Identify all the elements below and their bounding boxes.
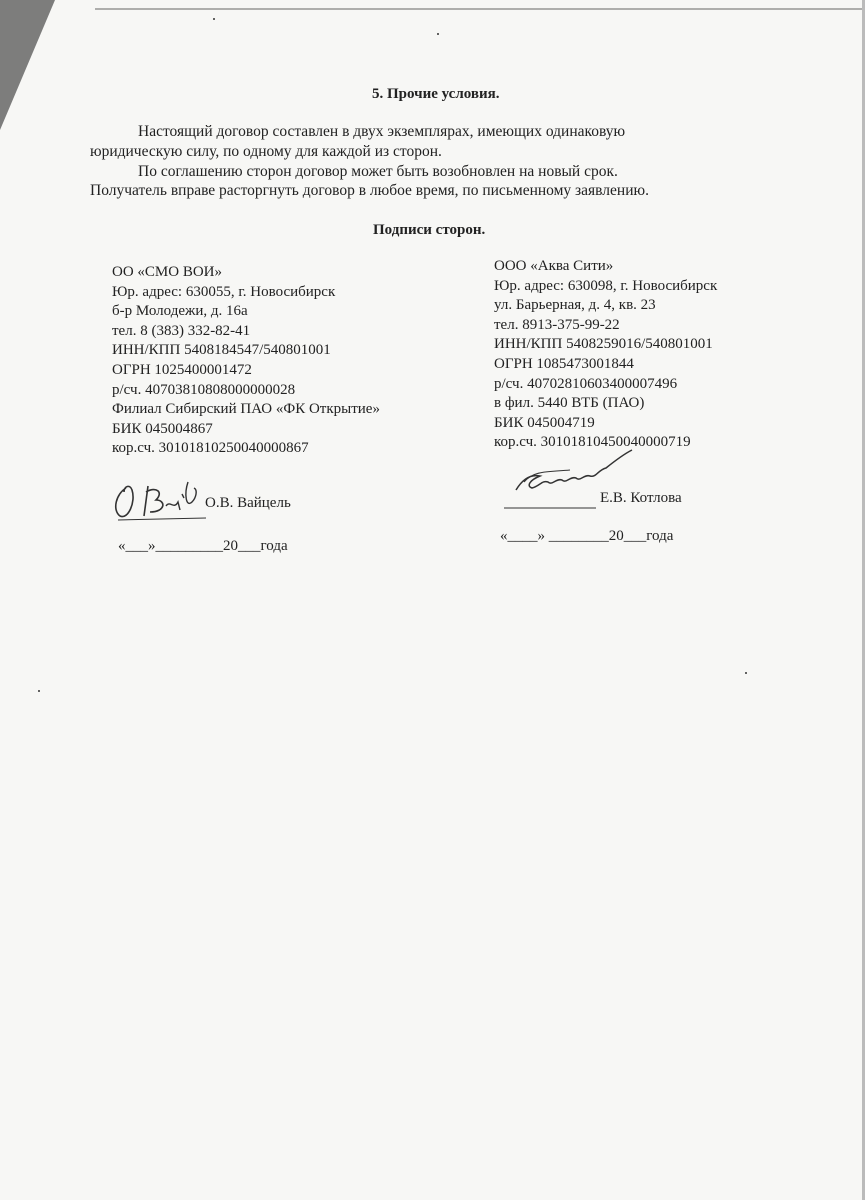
left-party-line: тел. 8 (383) 332-82-41 (112, 322, 251, 339)
paragraph-line: Получатель вправе расторгнуть договор в любое время, по письменному заявлению. (90, 182, 649, 199)
right-party-line: р/сч. 40702810603400007496 (494, 375, 678, 392)
paragraph-line: Настоящий договор составлен в двух экземплярах, имеющих одинаковую (138, 123, 626, 140)
right-party-line: ОГРН 1085473001844 (494, 355, 634, 372)
right-party-line: ИНН/КПП 5408259016/540801001 (494, 336, 713, 353)
right-party-line: в фил. 5440 ВТБ (ПАО) (494, 395, 645, 412)
left-party-line: ИНН/КПП 5408184547/540801001 (112, 342, 331, 359)
left-party-line: р/сч. 40703810808000000028 (112, 381, 296, 398)
signatures-title: Подписи сторон. (373, 222, 486, 238)
left-party-line: ОГРН 1025400001472 (112, 361, 252, 378)
left-party-requisites (112, 263, 380, 459)
scan-speck (38, 690, 40, 692)
right-party-line: тел. 8913-375-99-22 (494, 316, 620, 333)
scan-corner-shadow (0, 0, 55, 130)
left-party-name: ОО «СМО ВОИ» (112, 264, 223, 280)
scan-speck (745, 672, 747, 674)
left-party-line: Юр. адрес: 630055, г. Новосибирск (112, 283, 336, 300)
right-party-line: БИК 045004719 (494, 414, 595, 431)
paragraph-line: юридическую силу, по одному для каждой из сторон. (90, 143, 442, 160)
right-signatory-name: Е.В. Котлова (600, 490, 682, 506)
right-party-requisites (494, 257, 717, 453)
left-party-line: Филиал Сибирский ПАО «ФК Открытие» (112, 401, 380, 418)
right-party-line: кор.сч. 30101810450040000719 (494, 434, 691, 451)
paragraph-line: По соглашению сторон договор может быть возобновлен на новый срок. (138, 163, 618, 180)
scan-speck (437, 33, 439, 35)
left-signatory-name: О.В. Вайцель (205, 495, 291, 511)
scan-top-edge (95, 8, 865, 10)
left-party-line: кор.сч. 30101810250040000867 (112, 440, 309, 457)
right-party-name: ООО «Аква Сити» (494, 258, 614, 274)
right-party-line: ул. Барьерная, д. 4, кв. 23 (494, 297, 656, 314)
section-title: 5. Прочие условия. (372, 86, 500, 102)
right-date-line: «____» ________20___года (500, 528, 674, 544)
left-party-line: БИК 045004867 (112, 420, 213, 437)
scan-speck (213, 18, 215, 20)
left-handwritten-signature (108, 480, 208, 530)
left-party-line: б-р Молодежи, д. 16а (112, 303, 248, 320)
left-date-line: «___»_________20___года (118, 538, 288, 554)
right-party-line: Юр. адрес: 630098, г. Новосибирск (494, 277, 718, 294)
